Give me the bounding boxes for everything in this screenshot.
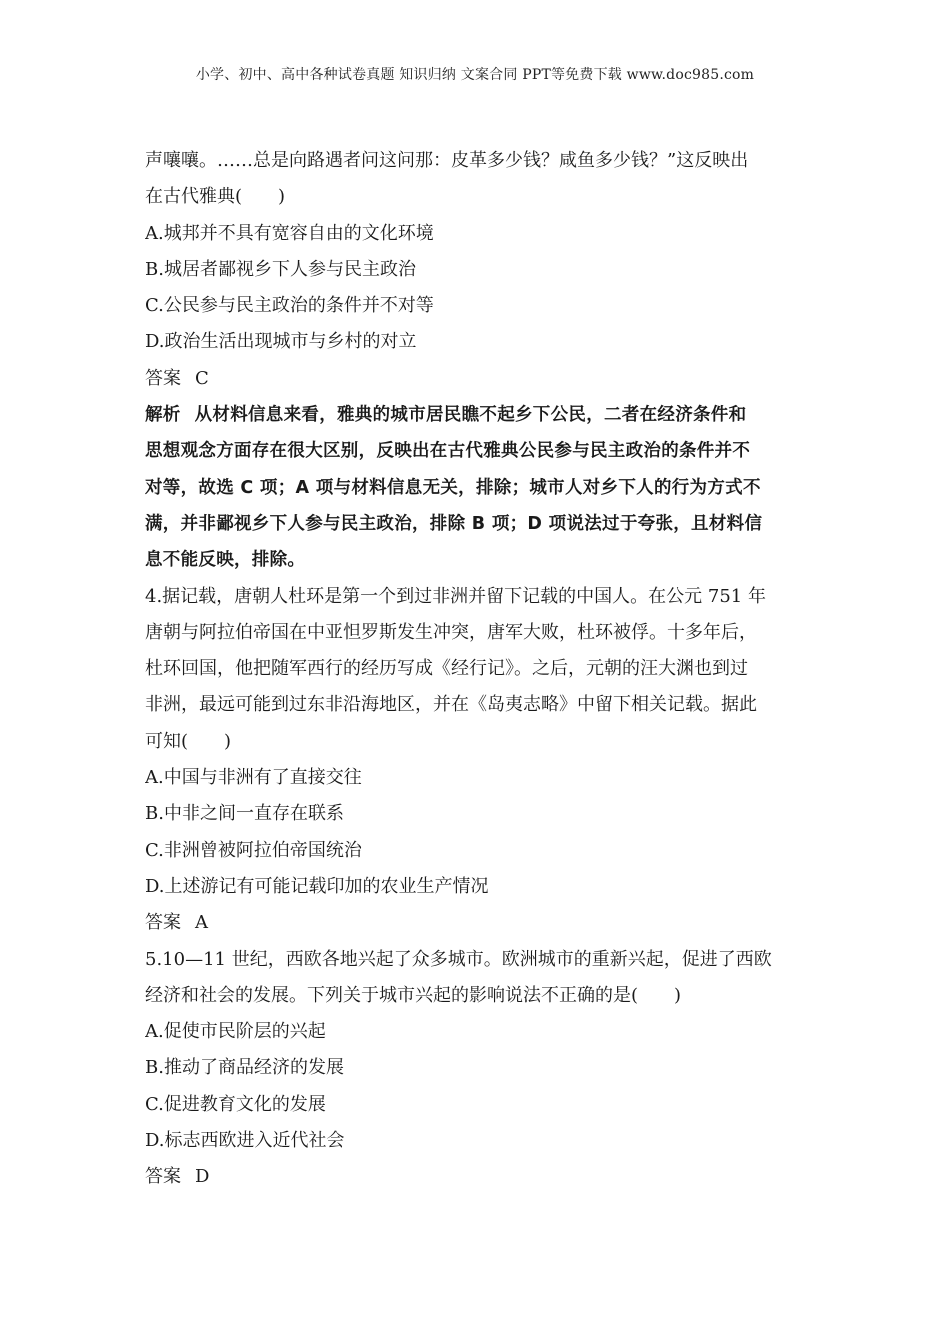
- question-3-stem-line-1: 声嚷嚷。……总是向路遇者问这问那：皮革多少钱？咸鱼多少钱？”这反映出: [145, 150, 749, 171]
- question-4-stem-line-5: 可知( ): [145, 730, 232, 752]
- question-5-answer: [145, 1159, 810, 1195]
- question-4-option-d: D.上述游记有可能记载印加的农业生产情况: [145, 875, 489, 897]
- question-3-analysis-line-2: 思想观念方面存在很大区别，反映出在古代雅典公民参与民主政治的条件并不: [145, 441, 751, 462]
- question-5-stem-line-1: 5.10—11 世纪，西欧各地兴起了众多城市。欧洲城市的重新兴起，促进了西欧: [145, 948, 772, 970]
- question-3-analysis-line-3: 对等，故选 C 项；A 项与材料信息无关，排除；城市人对乡下人的行为方式不: [145, 477, 761, 498]
- question-4-answer: [145, 905, 810, 941]
- question-5-option-b: B.推动了商品经济的发展: [145, 1057, 344, 1079]
- question-3-option-b: B.城居者鄙视乡下人参与民主政治: [145, 258, 416, 280]
- question-4-stem-line-4: 非洲，最远可能到过东非沿海地区，并在《岛夷志略》中留下相关记载。据此: [145, 694, 757, 716]
- page-header: 小学、初中、高中各种试卷真题 知识归纳 文案合同 PPT等免费下载 www.doc985.com: [195, 67, 755, 83]
- question-4-option-b: B.中非之间一直存在联系: [145, 803, 344, 825]
- question-3-answer: [145, 361, 810, 397]
- question-4-stem-line-1: 4.据记载，唐朝人杜环是第一个到过非洲并留下记载的中国人。在公元 751 年: [145, 585, 766, 607]
- answer-value: D: [195, 1166, 210, 1188]
- question-3-analysis-line-4: 满，并非鄙视乡下人参与民主政治，排除 B 项；D 项说法过于夸张，且材料信: [145, 513, 763, 534]
- question-5-option-c: C.促进教育文化的发展: [145, 1093, 326, 1115]
- analysis-label: 解析: [145, 405, 181, 426]
- question-4-option-c: C.非洲曾被阿拉伯帝国统治: [145, 839, 362, 861]
- question-3-option-a: A.城邦并不具有宽容自由的文化环境: [145, 222, 434, 244]
- question-3-analysis-line-5: 息不能反映，排除。: [145, 550, 306, 571]
- answer-label: 答案: [145, 912, 181, 934]
- question-4-stem-line-3: 杜环回国，他把随军西行的经历写成《经行记》。之后，元朝的汪大渊也到过: [145, 658, 748, 680]
- question-4-stem-line-2: 唐朝与阿拉伯帝国在中亚怛罗斯发生冲突，唐军大败，杜环被俘。十多年后，: [145, 621, 757, 643]
- question-3-analysis-line-1: [145, 397, 810, 433]
- question-3-option-c: C.公民参与民主政治的条件并不对等: [145, 295, 434, 317]
- analysis-text: 从材料信息来看，雅典的城市居民瞧不起乡下公民，二者在经济条件和: [194, 405, 747, 426]
- question-5: [145, 942, 810, 1196]
- question-3-stem-line-2: 在古代雅典( ): [145, 186, 286, 208]
- answer-value: A: [195, 912, 208, 934]
- question-4: [145, 579, 810, 942]
- question-4-option-a: A.中国与非洲有了直接交往: [145, 767, 362, 789]
- answer-label: 答案: [145, 1166, 181, 1188]
- question-5-option-a: A.促使市民阶层的兴起: [145, 1021, 326, 1043]
- question-3-option-d: D.政治生活出现城市与乡村的对立: [145, 331, 417, 353]
- answer-label: 答案: [145, 367, 181, 389]
- question-5-option-d: D.标志西欧进入近代社会: [145, 1130, 345, 1152]
- answer-value: C: [195, 367, 209, 389]
- document-body: [145, 143, 810, 1196]
- question-3: [145, 143, 810, 579]
- question-5-stem-line-2: 经济和社会的发展。下列关于城市兴起的影响说法不正确的是( ): [145, 984, 682, 1006]
